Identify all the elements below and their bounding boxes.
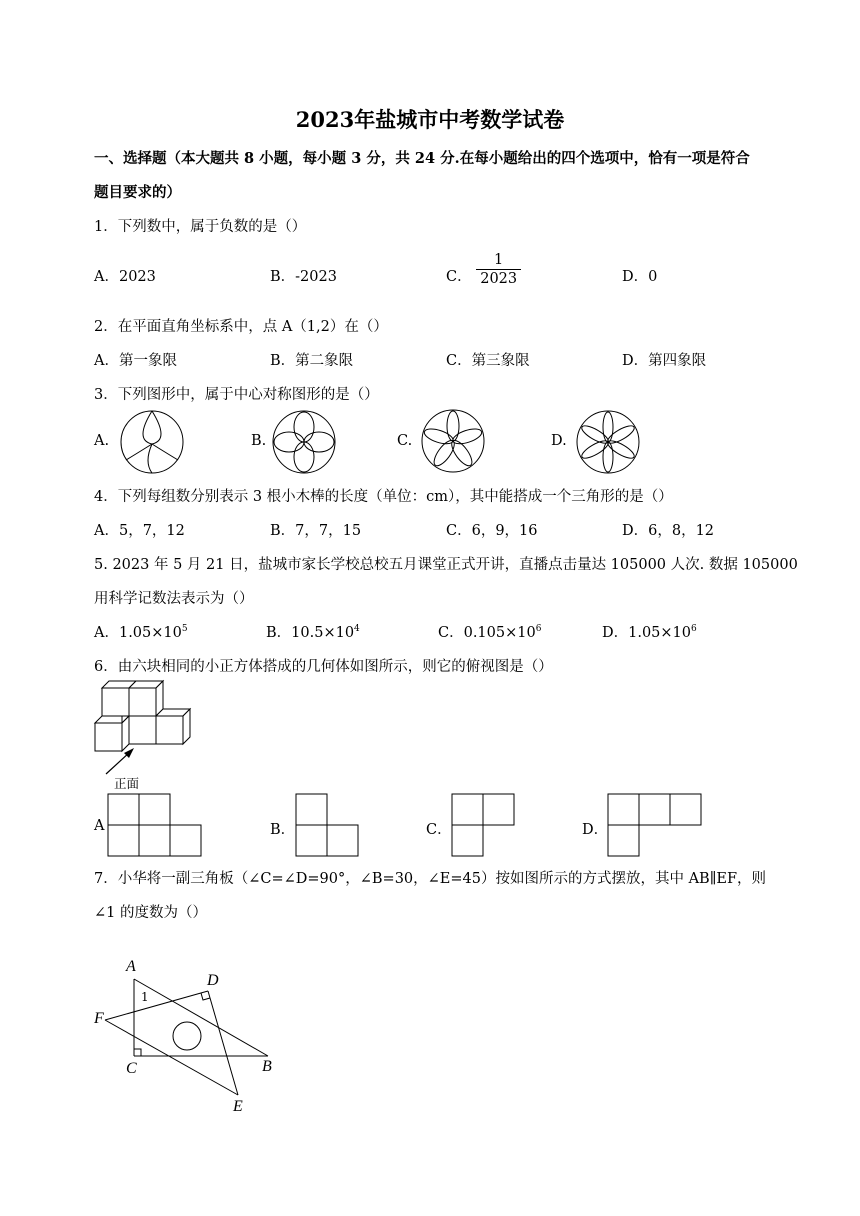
q5-line1: 5. 2023 年 5 月 21 日，盐城市家长学校总校五月课堂正式开讲，直播点击量达 105000 人次. 数据 105000 [94,557,798,573]
q4-option-c: C．6，9，16 [446,523,538,539]
q5-option-c-base: C．0.105×10 [438,625,536,641]
point-c-label: C [126,1060,137,1077]
point-f-label: F [94,1010,104,1027]
point-a-label: A [126,958,136,975]
q3-option-b: B. [251,433,267,449]
q5-option-d [602,621,697,642]
front-view-label: 正面 [114,776,140,791]
five-petal-circle-icon [421,409,485,473]
q1-stem: 1．下列数中，属于负数的是（） [94,219,307,235]
q2-option-b: B．第二象限 [270,353,354,369]
q1-option-d: D．0 [622,269,658,285]
section-header-line1: 一、选择题（本大题共 8 小题，每小题 3 分，共 24 分.在每小题给出的四个选项中，恰有一项是符合 [94,150,750,167]
point-e-label: E [233,1098,243,1115]
q1-option-c [446,251,521,288]
point-d-label: D [207,972,219,989]
q5-option-b-base: B．10.5×10 [266,625,355,641]
q5-option-b-exponent: 4 [354,624,360,635]
q2-option-d: D．第四象限 [622,353,707,369]
q1-option-b: B．-2023 [270,269,337,285]
page-title: 2023年盐城市中考数学试卷 [295,107,565,132]
q1-option-a: A．2023 [94,269,156,285]
q5-line2: 用科学记数法表示为（） [94,591,254,607]
q5-option-a-exponent: 5 [181,624,188,635]
top-view-option-d [607,793,702,857]
triangle-figure [90,955,290,1120]
q1-option-c-label: C． [446,269,472,285]
q6-stem: 6．由六块相同的小正方体搭成的几何体如图所示，则它的俯视图是（） [94,659,553,675]
q5-option-b [266,621,360,642]
q5-option-c [438,621,541,642]
q6-option-a: A [94,818,105,834]
q5-option-d-exponent: 6 [691,624,697,635]
q7-line2: ∠1 的度数为（） [94,905,207,921]
q3-stem: 3．下列图形中，属于中心对称图形的是（） [94,387,379,403]
q4-option-b: B．7，7，15 [270,523,362,539]
q3-option-c: C. [397,433,413,449]
section-header-line2: 题目要求的） [94,184,181,201]
fraction-numerator: 1 [476,251,521,270]
top-view-option-a [107,793,202,857]
q6-option-d: D． [582,822,609,838]
q5-option-c-exponent: 6 [535,624,542,635]
top-view-option-c [451,793,515,857]
three-petal-circle-icon [120,410,184,474]
fraction-denominator: 2023 [480,270,518,287]
q3-option-d: D. [551,433,567,449]
q4-option-d: D．6，8，12 [622,523,715,539]
q2-stem: 2．在平面直角坐标系中，点 A（1,2）在（） [94,319,388,335]
q4-option-a: A．5，7，12 [94,523,185,539]
q5-option-a [94,621,188,642]
q5-option-a-base: A．1.05×10 [94,625,182,641]
six-petal-circle-icon [576,410,640,474]
q2-option-c: C．第三象限 [446,353,530,369]
q6-option-c: C． [426,822,452,838]
fraction [476,251,521,288]
top-view-option-b [295,793,359,857]
q5-option-d-base: D．1.05×10 [602,625,692,641]
four-petal-circle-icon [272,410,336,474]
q4-stem: 4．下列每组数分别表示 3 根小木棒的长度（单位：cm），其中能搭成一个三角形的是（） [94,489,673,505]
q3-option-a: A. [94,433,110,449]
cube-stack-figure [94,680,194,750]
q6-option-b: B． [270,822,296,838]
q2-option-a: A．第一象限 [94,353,177,369]
angle-1-label: 1 [141,990,149,1004]
point-b-label: B [262,1058,272,1075]
q7-line1: 7．小华将一副三角板（∠C=∠D=90°，∠B=30，∠E=45）按如图所示的方式摆放，其中 AB∥EF，则 [94,871,767,887]
